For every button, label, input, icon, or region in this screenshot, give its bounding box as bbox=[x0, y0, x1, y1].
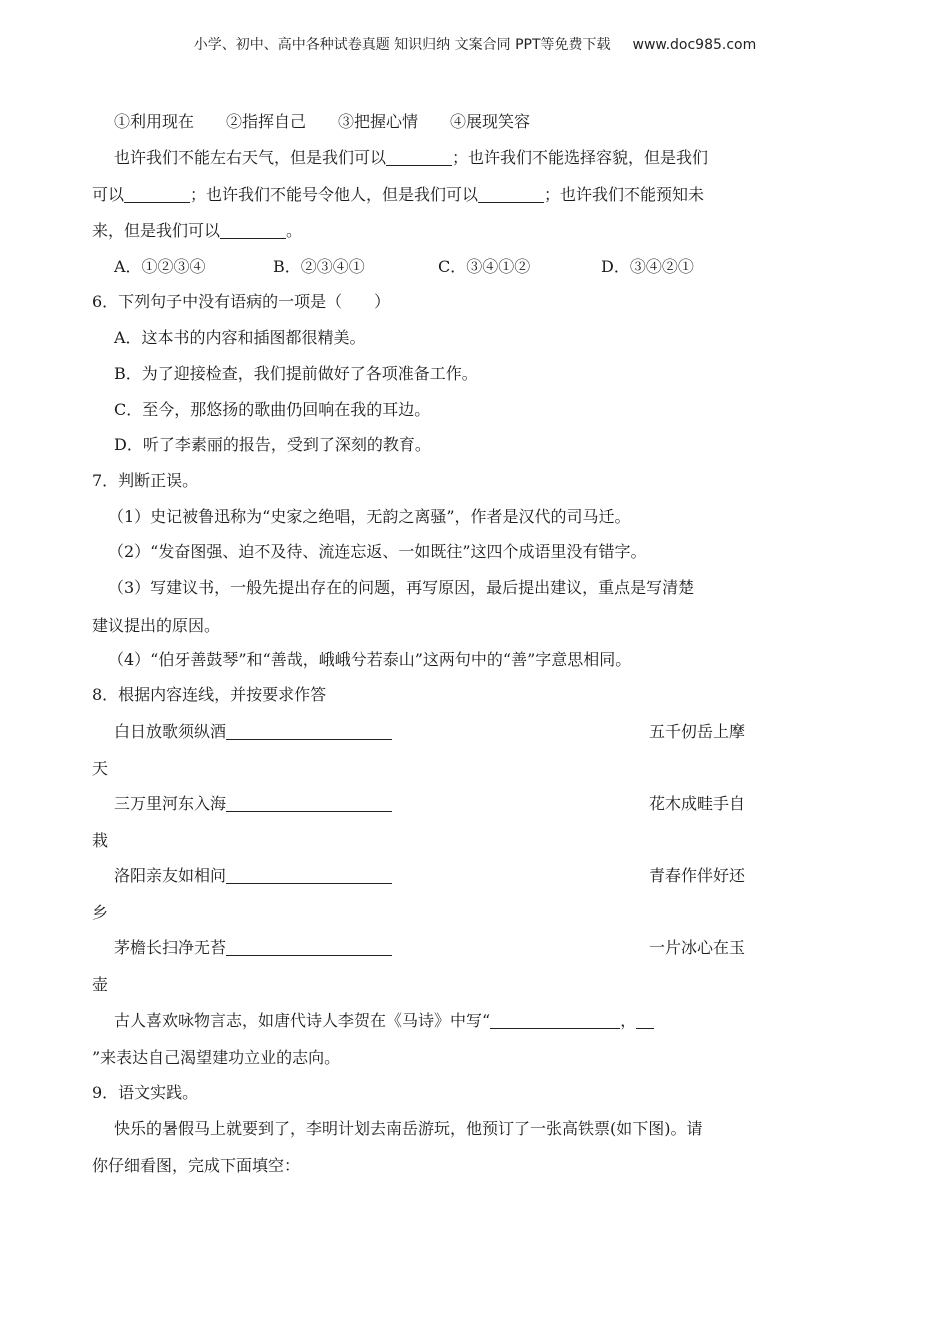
q5-line-2 bbox=[92, 185, 704, 205]
q7-statement-1: （1）史记被鲁迅称为“史家之绝唱，无韵之离骚”，作者是汉代的司马迁。 bbox=[108, 507, 631, 526]
header-text: 小学、初中、高中各种试卷真题 知识归纳 文案合同 PPT等免费下载 bbox=[193, 37, 611, 53]
poem-line: 茅檐长扫净无苔 bbox=[114, 938, 227, 957]
q5-text: ；也许我们不能预知未 bbox=[544, 185, 705, 204]
q5-text: 可以 bbox=[92, 185, 125, 204]
q8-right-1-wrap: 天 bbox=[92, 759, 109, 778]
q8-poem-question-cont: ”来表达自己渴望建功立业的志向。 bbox=[92, 1048, 341, 1067]
q5-line-1 bbox=[114, 148, 708, 168]
header-url[interactable]: www.doc985.com bbox=[632, 37, 757, 53]
page-header bbox=[0, 34, 950, 54]
q8-left-3 bbox=[114, 866, 392, 886]
q7-statement-4: （4）“伯牙善鼓琴”和“善哉，峨峨兮若泰山”这两句中的“善”字意思相同。 bbox=[108, 650, 632, 669]
q8-right-3-wrap: 乡 bbox=[92, 903, 109, 922]
q8-right-4-wrap: 壶 bbox=[92, 975, 109, 994]
answer-blank[interactable] bbox=[478, 186, 544, 203]
q5-choice-d[interactable]: D．③④②① bbox=[601, 257, 694, 276]
q9-title: 9．语文实践。 bbox=[92, 1083, 199, 1102]
q5-options-list: ①利用现在 ②指挥自己 ③把握心情 ④展现笑容 bbox=[114, 112, 531, 131]
connect-line[interactable] bbox=[226, 939, 392, 956]
connect-line[interactable] bbox=[226, 867, 392, 884]
q9-paragraph-1: 快乐的暑假马上就要到了，李明计划去南岳游玩，他预订了一张高铁票(如下图)。请 bbox=[114, 1119, 703, 1138]
q7-title: 7．判断正误。 bbox=[92, 471, 199, 490]
q5-choice-a[interactable]: A．①②③④ bbox=[114, 257, 206, 276]
q5-line-3 bbox=[92, 221, 302, 241]
q8-right-2[interactable]: 花木成畦手自 bbox=[649, 794, 746, 813]
q5-text: ；也许我们不能选择容貌，但是我们 bbox=[452, 148, 709, 167]
answer-blank[interactable] bbox=[124, 186, 190, 203]
q6-option-c[interactable]: C．至今，那悠扬的歌曲仍回响在我的耳边。 bbox=[114, 400, 431, 419]
answer-blank[interactable] bbox=[220, 222, 286, 239]
q6-option-d[interactable]: D．听了李素丽的报告，受到了深刻的教育。 bbox=[114, 435, 431, 454]
q5-text: 也许我们不能左右天气，但是我们可以 bbox=[114, 148, 387, 167]
q8-right-4[interactable]: 一片冰心在玉 bbox=[649, 938, 746, 957]
poem-line: 洛阳亲友如相问 bbox=[114, 866, 227, 885]
q6-title: 6．下列句子中没有语病的一项是（ ） bbox=[92, 292, 391, 311]
q8-right-1[interactable]: 五千仞岳上摩 bbox=[649, 722, 746, 741]
answer-blank[interactable] bbox=[490, 1012, 620, 1029]
q8-text: ， bbox=[620, 1011, 637, 1030]
q8-right-2-wrap: 栽 bbox=[92, 831, 109, 850]
q8-title: 8．根据内容连线，并按要求作答 bbox=[92, 685, 327, 704]
q6-option-b[interactable]: B．为了迎接检查，我们提前做好了各项准备工作。 bbox=[114, 364, 478, 383]
poem-line: 三万里河东入海 bbox=[114, 794, 227, 813]
poem-line: 白日放歌须纵酒 bbox=[114, 722, 227, 741]
q5-choice-c[interactable]: C．③④①② bbox=[438, 257, 531, 276]
connect-line[interactable] bbox=[226, 723, 392, 740]
q9-paragraph-2: 你仔细看图，完成下面填空： bbox=[92, 1156, 301, 1175]
q6-option-a[interactable]: A．这本书的内容和插图都很精美。 bbox=[114, 328, 366, 347]
answer-blank[interactable] bbox=[636, 1012, 654, 1029]
q8-left-1 bbox=[114, 722, 392, 742]
q5-choice-b[interactable]: B．②③④① bbox=[273, 257, 365, 276]
answer-blank[interactable] bbox=[386, 149, 452, 166]
q8-right-3[interactable]: 青春作伴好还 bbox=[649, 866, 746, 885]
q5-text: ；也许我们不能号令他人，但是我们可以 bbox=[190, 185, 479, 204]
q7-statement-2: （2）“发奋图强、迫不及待、流连忘返、一如既往”这四个成语里没有错字。 bbox=[108, 542, 647, 561]
q8-left-2 bbox=[114, 794, 392, 814]
q5-text: 来，但是我们可以 bbox=[92, 221, 221, 240]
q8-left-4 bbox=[114, 938, 392, 958]
q8-text: 古人喜欢咏物言志，如唐代诗人李贺在《马诗》中写“ bbox=[114, 1011, 491, 1030]
q8-poem-question bbox=[114, 1011, 654, 1031]
q7-statement-3-cont: 建议提出的原因。 bbox=[92, 616, 221, 635]
q5-text: 。 bbox=[286, 221, 303, 240]
q7-statement-3: （3）写建议书，一般先提出存在的问题，再写原因，最后提出建议，重点是写清楚 bbox=[108, 578, 695, 597]
connect-line[interactable] bbox=[226, 795, 392, 812]
